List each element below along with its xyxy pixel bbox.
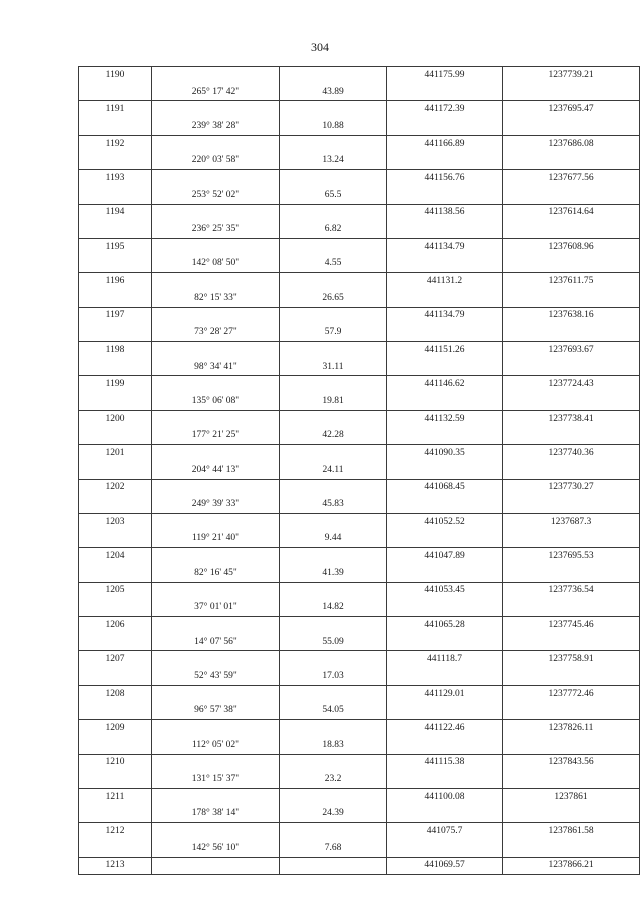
bearing-cell: 135° 06' 08" [152, 393, 280, 410]
distance-cell: 65.5 [280, 187, 387, 204]
northing-cell: 441069.57 [387, 857, 503, 875]
northing-cell: 441134.79 [387, 238, 503, 255]
bearing-cell [152, 513, 280, 530]
point-cell: 1198 [79, 342, 152, 359]
distance-cell: 41.39 [280, 565, 387, 582]
northing-cell [387, 668, 503, 685]
distance-cell [280, 410, 387, 427]
point-cell [79, 187, 152, 204]
point-cell [79, 427, 152, 444]
northing-cell [387, 806, 503, 823]
easting-cell [503, 737, 640, 754]
easting-cell [503, 256, 640, 273]
point-cell [79, 840, 152, 857]
point-cell: 1204 [79, 548, 152, 565]
bearing-cell: 142° 56' 10" [152, 840, 280, 857]
easting-cell [503, 840, 640, 857]
station-row [79, 238, 640, 255]
easting-cell: 1237614.64 [503, 204, 640, 221]
northing-cell: 441052.52 [387, 513, 503, 530]
segment-row [79, 668, 640, 685]
segment-row [79, 771, 640, 788]
segment-row [79, 462, 640, 479]
northing-cell [387, 359, 503, 376]
point-cell [79, 668, 152, 685]
northing-cell: 441138.56 [387, 204, 503, 221]
distance-cell: 23.2 [280, 771, 387, 788]
northing-cell: 441172.39 [387, 101, 503, 118]
station-row [79, 720, 640, 737]
segment-row [79, 634, 640, 651]
northing-cell [387, 462, 503, 479]
easting-cell: 1237758.91 [503, 651, 640, 668]
point-cell: 1196 [79, 273, 152, 290]
point-cell [79, 634, 152, 651]
station-row [79, 513, 640, 530]
northing-cell: 441151.26 [387, 342, 503, 359]
point-cell [79, 806, 152, 823]
easting-cell [503, 496, 640, 513]
distance-cell [280, 376, 387, 393]
segment-row [79, 737, 640, 754]
bearing-cell: 253° 52' 02" [152, 187, 280, 204]
distance-cell: 7.68 [280, 840, 387, 857]
easting-cell [503, 359, 640, 376]
northing-cell [387, 702, 503, 719]
station-row [79, 479, 640, 496]
easting-cell: 1237736.54 [503, 582, 640, 599]
easting-cell [503, 599, 640, 616]
distance-cell [280, 170, 387, 187]
point-cell [79, 84, 152, 101]
point-cell: 1209 [79, 720, 152, 737]
point-cell [79, 702, 152, 719]
easting-cell [503, 221, 640, 238]
distance-cell [280, 479, 387, 496]
bearing-cell: 220° 03' 58" [152, 152, 280, 169]
northing-cell: 441146.62 [387, 376, 503, 393]
bearing-cell: 119° 21' 40" [152, 531, 280, 548]
segment-row [79, 324, 640, 341]
distance-cell [280, 101, 387, 118]
distance-cell: 24.11 [280, 462, 387, 479]
point-cell: 1202 [79, 479, 152, 496]
point-cell [79, 393, 152, 410]
bearing-cell [152, 101, 280, 118]
bearing-cell: 96° 57' 38" [152, 702, 280, 719]
bearing-cell [152, 685, 280, 702]
point-cell: 1190 [79, 67, 152, 84]
distance-cell: 10.88 [280, 118, 387, 135]
point-cell: 1213 [79, 857, 152, 875]
distance-cell: 24.39 [280, 806, 387, 823]
distance-cell [280, 67, 387, 84]
northing-cell [387, 634, 503, 651]
easting-cell: 1237730.27 [503, 479, 640, 496]
easting-cell: 1237693.67 [503, 342, 640, 359]
distance-cell: 45.83 [280, 496, 387, 513]
easting-cell [503, 393, 640, 410]
station-row [79, 101, 640, 118]
bearing-cell: 98° 34' 41" [152, 359, 280, 376]
point-cell: 1203 [79, 513, 152, 530]
distance-cell: 6.82 [280, 221, 387, 238]
segment-row [79, 152, 640, 169]
point-cell [79, 599, 152, 616]
point-cell: 1206 [79, 617, 152, 634]
northing-cell: 441053.45 [387, 582, 503, 599]
northing-cell: 441122.46 [387, 720, 503, 737]
northing-cell [387, 737, 503, 754]
easting-cell [503, 531, 640, 548]
bearing-cell [152, 342, 280, 359]
northing-cell [387, 118, 503, 135]
distance-cell: 18.83 [280, 737, 387, 754]
easting-cell [503, 187, 640, 204]
bearing-cell [152, 823, 280, 840]
station-row [79, 445, 640, 462]
distance-cell: 26.65 [280, 290, 387, 307]
point-cell [79, 462, 152, 479]
distance-cell: 19.81 [280, 393, 387, 410]
bearing-cell [152, 238, 280, 255]
point-cell: 1191 [79, 101, 152, 118]
station-row [79, 582, 640, 599]
segment-row [79, 256, 640, 273]
bearing-cell [152, 445, 280, 462]
distance-cell [280, 513, 387, 530]
easting-cell [503, 702, 640, 719]
station-row [79, 857, 640, 875]
distance-cell: 43.89 [280, 84, 387, 101]
station-row [79, 376, 640, 393]
bearing-cell [152, 754, 280, 771]
distance-cell [280, 651, 387, 668]
station-row [79, 548, 640, 565]
bearing-cell [152, 479, 280, 496]
bearing-cell [152, 410, 280, 427]
easting-cell [503, 771, 640, 788]
northing-cell: 441166.89 [387, 135, 503, 152]
segment-row [79, 806, 640, 823]
distance-cell [280, 307, 387, 324]
point-cell: 1192 [79, 135, 152, 152]
distance-cell [280, 823, 387, 840]
segment-row [79, 393, 640, 410]
northing-cell [387, 393, 503, 410]
northing-cell [387, 221, 503, 238]
northing-cell: 441175.99 [387, 67, 503, 84]
distance-cell [280, 857, 387, 875]
easting-cell [503, 462, 640, 479]
distance-cell [280, 754, 387, 771]
distance-cell: 42.28 [280, 427, 387, 444]
bearing-cell: 131° 15' 37" [152, 771, 280, 788]
bearing-cell [152, 582, 280, 599]
bearing-cell [152, 720, 280, 737]
easting-cell: 1237826.11 [503, 720, 640, 737]
northing-cell [387, 565, 503, 582]
bearing-cell: 177° 21' 25" [152, 427, 280, 444]
northing-cell [387, 531, 503, 548]
bearing-cell: 249° 39' 33" [152, 496, 280, 513]
bearing-cell [152, 857, 280, 875]
bearing-cell [152, 307, 280, 324]
point-cell [79, 290, 152, 307]
northing-cell: 441047.89 [387, 548, 503, 565]
point-cell: 1205 [79, 582, 152, 599]
distance-cell [280, 273, 387, 290]
point-cell [79, 221, 152, 238]
station-row [79, 410, 640, 427]
distance-cell [280, 685, 387, 702]
station-row [79, 685, 640, 702]
table-body [79, 67, 640, 875]
point-cell [79, 256, 152, 273]
station-row [79, 788, 640, 805]
easting-cell: 1237686.08 [503, 135, 640, 152]
point-cell [79, 152, 152, 169]
bearing-cell: 142° 08' 50" [152, 256, 280, 273]
northing-cell [387, 427, 503, 444]
point-cell: 1200 [79, 410, 152, 427]
bearing-cell [152, 617, 280, 634]
easting-cell: 1237772.46 [503, 685, 640, 702]
bearing-cell: 52° 43' 59" [152, 668, 280, 685]
segment-row [79, 84, 640, 101]
easting-cell: 1237687.3 [503, 513, 640, 530]
station-row [79, 823, 640, 840]
bearing-cell: 14° 07' 56" [152, 634, 280, 651]
easting-cell [503, 84, 640, 101]
page-number: 304 [311, 40, 329, 54]
northing-cell [387, 290, 503, 307]
northing-cell: 441115.38 [387, 754, 503, 771]
bearing-cell: 82° 16' 45" [152, 565, 280, 582]
easting-cell [503, 806, 640, 823]
bearing-cell [152, 273, 280, 290]
station-row [79, 754, 640, 771]
segment-row [79, 496, 640, 513]
segment-row [79, 118, 640, 135]
point-cell: 1197 [79, 307, 152, 324]
northing-cell [387, 771, 503, 788]
point-cell: 1201 [79, 445, 152, 462]
bearing-cell [152, 548, 280, 565]
distance-cell [280, 445, 387, 462]
bearing-cell: 178° 38' 14" [152, 806, 280, 823]
northing-cell [387, 152, 503, 169]
easting-cell: 1237695.53 [503, 548, 640, 565]
distance-cell: 4.55 [280, 256, 387, 273]
easting-cell: 1237843.56 [503, 754, 640, 771]
bearing-cell: 236° 25' 35" [152, 221, 280, 238]
point-cell: 1212 [79, 823, 152, 840]
easting-cell [503, 634, 640, 651]
distance-cell [280, 548, 387, 565]
easting-cell: 1237724.43 [503, 376, 640, 393]
northing-cell: 441068.45 [387, 479, 503, 496]
point-cell [79, 737, 152, 754]
easting-cell: 1237611.75 [503, 273, 640, 290]
point-cell [79, 324, 152, 341]
point-cell: 1195 [79, 238, 152, 255]
point-cell: 1193 [79, 170, 152, 187]
point-cell: 1208 [79, 685, 152, 702]
station-row [79, 67, 640, 84]
bearing-cell [152, 135, 280, 152]
station-row [79, 273, 640, 290]
distance-cell: 55.09 [280, 634, 387, 651]
bearing-cell: 82° 15' 33" [152, 290, 280, 307]
distance-cell: 13.24 [280, 152, 387, 169]
distance-cell: 57.9 [280, 324, 387, 341]
point-cell [79, 496, 152, 513]
bearing-cell: 204° 44' 13" [152, 462, 280, 479]
easting-cell [503, 118, 640, 135]
distance-cell [280, 135, 387, 152]
point-cell [79, 531, 152, 548]
distance-cell: 31.11 [280, 359, 387, 376]
segment-row [79, 840, 640, 857]
northing-cell [387, 496, 503, 513]
easting-cell: 1237739.21 [503, 67, 640, 84]
point-cell [79, 359, 152, 376]
segment-row [79, 531, 640, 548]
survey-coordinates-table [78, 66, 640, 875]
station-row [79, 651, 640, 668]
northing-cell: 441129.01 [387, 685, 503, 702]
point-cell: 1194 [79, 204, 152, 221]
easting-cell: 1237695.47 [503, 101, 640, 118]
easting-cell: 1237861 [503, 788, 640, 805]
station-row [79, 204, 640, 221]
bearing-cell [152, 170, 280, 187]
northing-cell [387, 599, 503, 616]
distance-cell: 9.44 [280, 531, 387, 548]
bearing-cell [152, 376, 280, 393]
distance-cell [280, 788, 387, 805]
easting-cell: 1237866.21 [503, 857, 640, 875]
northing-cell [387, 256, 503, 273]
northing-cell: 441131.2 [387, 273, 503, 290]
point-cell: 1211 [79, 788, 152, 805]
station-row [79, 617, 640, 634]
northing-cell [387, 324, 503, 341]
easting-cell: 1237738.41 [503, 410, 640, 427]
easting-cell: 1237740.36 [503, 445, 640, 462]
distance-cell: 14.82 [280, 599, 387, 616]
bearing-cell: 239° 38' 28" [152, 118, 280, 135]
station-row [79, 307, 640, 324]
point-cell: 1199 [79, 376, 152, 393]
segment-row [79, 221, 640, 238]
segment-row [79, 187, 640, 204]
northing-cell [387, 187, 503, 204]
northing-cell: 441156.76 [387, 170, 503, 187]
northing-cell [387, 840, 503, 857]
northing-cell: 441100.08 [387, 788, 503, 805]
bearing-cell [152, 67, 280, 84]
point-cell [79, 118, 152, 135]
station-row [79, 135, 640, 152]
segment-row [79, 427, 640, 444]
point-cell: 1207 [79, 651, 152, 668]
distance-cell [280, 342, 387, 359]
easting-cell: 1237638.16 [503, 307, 640, 324]
easting-cell: 1237861.58 [503, 823, 640, 840]
northing-cell: 441134.79 [387, 307, 503, 324]
northing-cell: 441075.7 [387, 823, 503, 840]
station-row [79, 342, 640, 359]
northing-cell [387, 84, 503, 101]
distance-cell [280, 204, 387, 221]
bearing-cell [152, 651, 280, 668]
segment-row [79, 702, 640, 719]
easting-cell [503, 290, 640, 307]
segment-row [79, 290, 640, 307]
bearing-cell: 112° 05' 02" [152, 737, 280, 754]
point-cell: 1210 [79, 754, 152, 771]
northing-cell: 441090.35 [387, 445, 503, 462]
northing-cell: 441132.59 [387, 410, 503, 427]
easting-cell [503, 565, 640, 582]
segment-row [79, 599, 640, 616]
bearing-cell: 265° 17' 42" [152, 84, 280, 101]
point-cell [79, 771, 152, 788]
easting-cell [503, 668, 640, 685]
distance-cell: 17.03 [280, 668, 387, 685]
distance-cell [280, 238, 387, 255]
bearing-cell [152, 204, 280, 221]
easting-cell: 1237608.96 [503, 238, 640, 255]
bearing-cell: 73° 28' 27" [152, 324, 280, 341]
northing-cell: 441118.7 [387, 651, 503, 668]
distance-cell [280, 582, 387, 599]
segment-row [79, 359, 640, 376]
distance-cell [280, 720, 387, 737]
easting-cell [503, 324, 640, 341]
easting-cell: 1237745.46 [503, 617, 640, 634]
station-row [79, 170, 640, 187]
distance-cell: 54.05 [280, 702, 387, 719]
point-cell [79, 565, 152, 582]
bearing-cell [152, 788, 280, 805]
easting-cell [503, 427, 640, 444]
easting-cell: 1237677.56 [503, 170, 640, 187]
segment-row [79, 565, 640, 582]
bearing-cell: 37° 01' 01" [152, 599, 280, 616]
northing-cell: 441065.28 [387, 617, 503, 634]
distance-cell [280, 617, 387, 634]
easting-cell [503, 152, 640, 169]
